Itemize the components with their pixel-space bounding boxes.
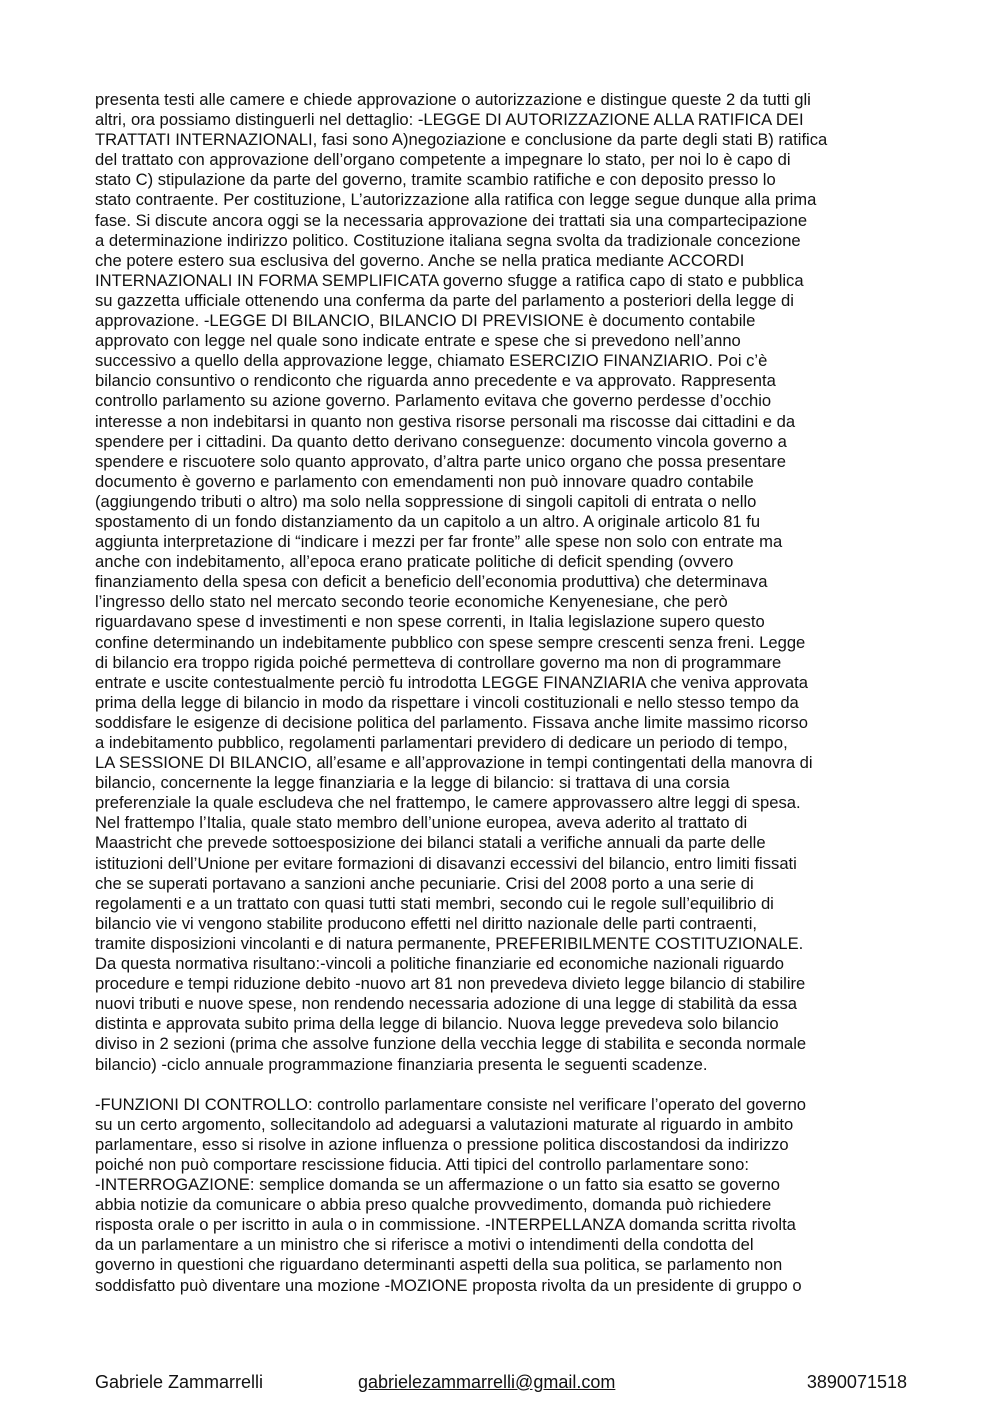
text-line: parlamentare, esso si risolve in azione influenza o pressione politica discostandosi da indirizzo — [95, 1134, 789, 1154]
footer-email-link[interactable]: gabrielezammarrelli@gmail.com — [358, 1372, 616, 1392]
text-line: presenta testi alle camere e chiede approvazione o autorizzazione e distingue queste 2 da tutti gli — [95, 90, 811, 109]
text-line: che potere estero sua esclusiva del governo. Anche se nella pratica mediante ACCORDI — [95, 250, 745, 270]
text-line: del trattato con approvazione dell’organo competente a impegnare lo stato, per noi lo è capo di — [95, 150, 791, 170]
text-line: su un certo argomento, sollecitandolo ad adeguarsi a valutazioni maturate al riguardo in ambito — [95, 1114, 794, 1134]
text-line: documento è governo e parlamento con emendamenti non può innovare quadro contabile — [95, 471, 754, 491]
text-line: interesse a non indebitarsi in quanto non gestiva risorse personali ma riscosse dai cittadini e da — [95, 411, 796, 431]
text-line: diviso in 2 sezioni (prima che assolve funzione della vecchia legge di stabilita e seconda normale — [95, 1034, 807, 1054]
footer-author: Gabriele Zammarrelli — [95, 1372, 264, 1392]
text-line: riguardavano spese d investimenti e non spese correnti, in Italia legislazione supero questo — [95, 612, 765, 632]
text-line: -FUNZIONI DI CONTROLLO: controllo parlamentare consiste nel verificare l’operato del governo — [95, 1094, 807, 1114]
text-line: anche con indebitamento, all’epoca erano praticate politiche di deficit spending (ovvero — [95, 552, 734, 572]
text-line: nuovi tributi e nuove spese, non rendendo necessaria adozione di una legge di stabilità da essa — [95, 994, 798, 1014]
text-line: istituzioni dell’Unione per evitare formazioni di disavanzi eccessivi del bilancio, entro limiti fissati — [95, 853, 797, 873]
text-line: Nel frattempo l’Italia, quale stato membro dell’unione europea, aveva aderito al trattato di — [95, 813, 748, 833]
page-footer — [95, 1370, 907, 1394]
paragraph-2 — [95, 1095, 907, 1296]
text-line: l’ingresso dello stato nel mercato secondo teorie economiche Kenyenesiane, che però — [95, 592, 728, 612]
text-line: TRATTATI INTERNAZIONALI, fasi sono A)negoziazione e conclusione da parte degli stati B) ratifica — [95, 130, 828, 150]
text-line: altri, ora possiamo distinguerli nel dettaglio: -LEGGE DI AUTORIZZAZIONE ALLA RATIFICA DEI — [95, 110, 804, 130]
text-line: bilancio, concernente la legge finanziaria e la legge di bilancio: si trattava di una corsia — [95, 773, 730, 793]
text-line: su gazzetta ufficiale ottenendo una conferma da parte del parlamento a posteriori della legge di — [95, 290, 794, 310]
text-line: a indebitamento pubblico, regolamenti parlamentari previdero di dedicare un periodo di tempo, — [95, 733, 788, 752]
text-line: approvazione. -LEGGE DI BILANCIO, BILANCIO DI PREVISIONE è documento contabile — [95, 311, 756, 331]
text-line: finanziamento della spesa con deficit a beneficio dell’economia produttiva) che determinava — [95, 572, 768, 592]
text-line: abbia notizie da comunicare o abbia preso qualche provvedimento, domanda può richiedere — [95, 1195, 772, 1215]
text-line: aggiunta interpretazione di “indicare i mezzi per far fronte” alle spese non solo con entrate ma — [95, 532, 783, 552]
text-line: spendere e riscuotere solo quanto approvato, d’altra parte unico organo che possa presentare — [95, 451, 786, 471]
text-line: (aggiungendo tributi o altro) ma solo nella soppressione di singoli capitoli di entrata o nello — [95, 491, 757, 511]
text-line: governo in questioni che riguardano determinanti aspetti della sua politica, se parlamento non — [95, 1255, 783, 1275]
text-line: tramite disposizioni vincolanti e di natura permanente, PREFERIBILMENTE COSTITUZIONALE. — [95, 933, 804, 953]
text-line: a determinazione indirizzo politico. Costituzione italiana segna svolta da tradizionale concezione — [95, 230, 801, 250]
text-line: INTERNAZIONALI IN FORMA SEMPLIFICATA governo sfugge a ratifica capo di stato e pubblica — [95, 270, 804, 290]
text-line: prima della legge di bilancio in modo da rispettare i vincoli costituzionali e nello stesso tempo da — [95, 692, 799, 712]
text-line: bilancio) -ciclo annuale programmazione finanziaria presenta le seguenti scadenze. — [95, 1054, 708, 1074]
text-line: soddisfare le esigenze di decisione politica del parlamento. Fissava anche limite massimo ricorso — [95, 712, 808, 732]
text-line: Da questa normativa risultano:-vincoli a politiche finanziarie ed economiche nazionali riguardo — [95, 954, 785, 974]
text-line: procedure e tempi riduzione debito -nuovo art 81 non prevedeva divieto legge bilancio di stabilire — [95, 974, 806, 994]
text-line: confine determinando un indebitamente pubblico con spese sempre crescenti senza freni. Legge — [95, 632, 806, 652]
text-line: stato C) stipulazione da parte del governo, tramite scambio ratifiche e con deposito presso lo — [95, 170, 776, 190]
text-line: risposta orale o per iscritto in aula o in commissione. -INTERPELLANZA domanda scritta rivolta — [95, 1215, 796, 1235]
text-line: fase. Si discute ancora oggi se la necessaria approvazione dei trattati sia una compartecipazione — [95, 210, 808, 230]
text-line: bilancio consuntivo o rendiconto che riguarda anno precedente e va approvato. Rappresenta — [95, 371, 776, 391]
text-line: LA SESSIONE DI BILANCIO, all’esame e all’approvazione in tempi contingentati della manovra di — [95, 753, 813, 773]
text-line: che se superati portavano a sanzioni anche pecuniarie. Crisi del 2008 porto a una serie di — [95, 873, 754, 893]
body-text — [95, 90, 907, 1296]
paragraph-gap — [95, 1075, 907, 1095]
text-line: poiché non può comportare rescissione fiducia. Atti tipici del controllo parlamentare sono: — [95, 1154, 749, 1174]
text-line: preferenziale la quale escludeva che nel frattempo, le camere approvassero altre leggi di spesa. — [95, 793, 801, 813]
text-line: -INTERROGAZIONE: semplice domanda se un affermazione o un fatto sia esatto se governo — [95, 1175, 780, 1195]
text-line: regolamenti e a un trattato con quasi tutti stati membri, secondo cui le regole sull’equilibrio di — [95, 893, 774, 913]
text-line: stato contraente. Per costituzione, L’autorizzazione alla ratifica con legge segue dunque alla prima — [95, 190, 817, 210]
text-line: Maastricht che prevede sottoesposizione dei bilanci statali a verifiche annuali da parte delle — [95, 833, 766, 853]
footer-phone: 3890071518 — [806, 1372, 907, 1392]
text-line: controllo parlamento su azione governo. Parlamento evitava che governo perdesse d’occhio — [95, 391, 772, 411]
text-line: entrate e uscite contestualmente perciò fu introdotta LEGGE FINANZIARIA che veniva approvata — [95, 672, 808, 692]
text-line: soddisfatto può diventare una mozione -MOZIONE proposta rivolta da un presidente di gruppo o — [95, 1275, 802, 1295]
text-line: approvato con legge nel quale sono indicate entrate e spese che si prevedono nell’anno — [95, 331, 741, 351]
text-line: da un parlamentare a un ministro che si riferisce a motivi o intendimenti della condotta del — [95, 1235, 754, 1255]
text-line: bilancio vie vi vengono stabilite producono effetti nel diritto nazionale delle parti contraenti, — [95, 913, 758, 933]
text-line: di bilancio era troppo rigida poiché permetteva di controllare governo ma non di programmare — [95, 652, 782, 672]
text-line: spendere per i cittadini. Da quanto detto derivano conseguenze: documento vincola governo a — [95, 431, 787, 451]
text-line: distinta e approvata subito prima della legge di bilancio. Nuova legge prevedeva solo bilancio — [95, 1014, 779, 1034]
text-line: spostamento di un fondo distanziamento da un capitolo a un altro. A originale articolo 81 fu — [95, 511, 761, 531]
text-line: successivo a quello della approvazione legge, chiamato ESERCIZIO FINANZIARIO. Poi c’è — [95, 351, 768, 371]
paragraph-1 — [95, 90, 907, 1075]
